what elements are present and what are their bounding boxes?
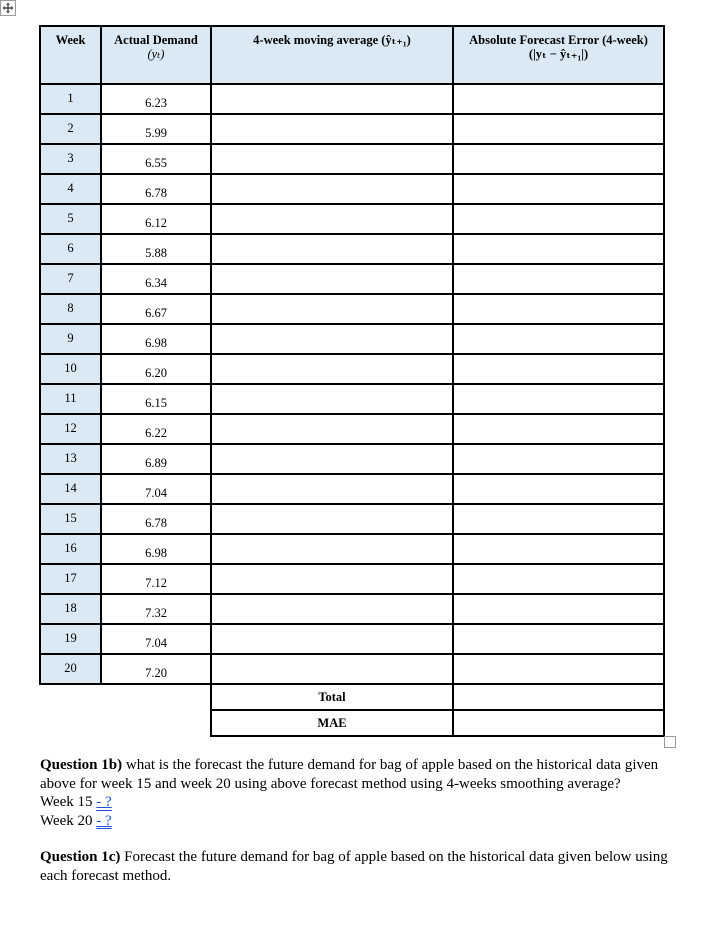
week-cell: 17 bbox=[40, 564, 101, 594]
demand-cell: 6.78 bbox=[101, 174, 211, 204]
week-cell: 20 bbox=[40, 654, 101, 684]
demand-cell: 6.89 bbox=[101, 444, 211, 474]
demand-cell: 6.15 bbox=[101, 384, 211, 414]
demand-cell: 7.32 bbox=[101, 594, 211, 624]
week-20-value[interactable]: - ? bbox=[96, 812, 112, 829]
moving-average-cell[interactable] bbox=[211, 324, 453, 354]
week-cell: 15 bbox=[40, 504, 101, 534]
week-cell: 18 bbox=[40, 594, 101, 624]
table-row bbox=[40, 204, 664, 234]
week-20-answer bbox=[40, 812, 680, 831]
moving-average-cell[interactable] bbox=[211, 534, 453, 564]
abs-error-cell[interactable] bbox=[453, 234, 664, 264]
moving-average-cell[interactable] bbox=[211, 654, 453, 684]
table-row bbox=[40, 294, 664, 324]
table-row bbox=[40, 474, 664, 504]
moving-average-cell[interactable] bbox=[211, 84, 453, 114]
week-cell: 14 bbox=[40, 474, 101, 504]
demand-cell: 6.34 bbox=[101, 264, 211, 294]
table-row bbox=[40, 354, 664, 384]
table-move-handle[interactable] bbox=[0, 0, 16, 16]
moving-average-cell[interactable] bbox=[211, 294, 453, 324]
demand-table bbox=[39, 25, 665, 737]
moving-average-cell[interactable] bbox=[211, 114, 453, 144]
table-row bbox=[40, 114, 664, 144]
header-abs-error-label: Absolute Forecast Error (4-week) bbox=[469, 33, 648, 47]
moving-average-cell[interactable] bbox=[211, 504, 453, 534]
table-row bbox=[40, 84, 664, 114]
abs-error-cell[interactable] bbox=[453, 444, 664, 474]
demand-cell: 6.20 bbox=[101, 354, 211, 384]
table-row bbox=[40, 594, 664, 624]
question-1b-label: Question 1b) bbox=[40, 757, 123, 773]
moving-average-cell[interactable] bbox=[211, 474, 453, 504]
table-row bbox=[40, 324, 664, 354]
abs-error-cell[interactable] bbox=[453, 414, 664, 444]
total-row bbox=[40, 684, 664, 710]
table-row bbox=[40, 564, 664, 594]
moving-average-cell[interactable] bbox=[211, 594, 453, 624]
abs-error-cell[interactable] bbox=[453, 294, 664, 324]
blank-cell bbox=[40, 684, 211, 710]
week-cell: 16 bbox=[40, 534, 101, 564]
demand-cell: 5.88 bbox=[101, 234, 211, 264]
week-cell: 13 bbox=[40, 444, 101, 474]
table-row bbox=[40, 234, 664, 264]
demand-cell: 6.22 bbox=[101, 414, 211, 444]
table-row bbox=[40, 444, 664, 474]
abs-error-cell[interactable] bbox=[453, 504, 664, 534]
header-actual-symbol: (yₜ) bbox=[147, 47, 165, 61]
week-20-label: Week 20 bbox=[40, 812, 97, 829]
abs-error-cell[interactable] bbox=[453, 204, 664, 234]
header-week-label: Week bbox=[55, 33, 86, 47]
demand-cell: 6.98 bbox=[101, 534, 211, 564]
week-cell: 3 bbox=[40, 144, 101, 174]
table-row bbox=[40, 174, 664, 204]
table-body bbox=[40, 84, 664, 684]
total-label: Total bbox=[211, 684, 453, 710]
moving-average-cell[interactable] bbox=[211, 234, 453, 264]
week-cell: 12 bbox=[40, 414, 101, 444]
week-cell: 4 bbox=[40, 174, 101, 204]
moving-average-cell[interactable] bbox=[211, 264, 453, 294]
abs-error-cell[interactable] bbox=[453, 654, 664, 684]
week-cell: 10 bbox=[40, 354, 101, 384]
moving-average-cell[interactable] bbox=[211, 384, 453, 414]
week-cell: 1 bbox=[40, 84, 101, 114]
table-row bbox=[40, 624, 664, 654]
week-cell: 11 bbox=[40, 384, 101, 414]
table-row bbox=[40, 384, 664, 414]
question-1c-label: Question 1c) bbox=[40, 849, 121, 865]
moving-average-cell[interactable] bbox=[211, 414, 453, 444]
demand-cell: 5.99 bbox=[101, 114, 211, 144]
demand-cell: 7.20 bbox=[101, 654, 211, 684]
header-absolute-error bbox=[453, 26, 664, 84]
moving-average-cell[interactable] bbox=[211, 624, 453, 654]
moving-average-cell[interactable] bbox=[211, 444, 453, 474]
week-cell: 9 bbox=[40, 324, 101, 354]
table-row bbox=[40, 504, 664, 534]
moving-average-cell[interactable] bbox=[211, 354, 453, 384]
demand-cell: 7.04 bbox=[101, 474, 211, 504]
header-moving-average-label: 4-week moving average (ŷₜ₊₁) bbox=[253, 33, 411, 47]
total-value-cell[interactable] bbox=[453, 684, 664, 710]
question-1c bbox=[40, 848, 680, 885]
moving-average-cell[interactable] bbox=[211, 564, 453, 594]
header-actual-demand bbox=[101, 26, 211, 84]
question-1b bbox=[40, 756, 680, 793]
demand-cell: 6.12 bbox=[101, 204, 211, 234]
moving-average-cell[interactable] bbox=[211, 174, 453, 204]
week-15-answer bbox=[40, 793, 680, 812]
questions-section bbox=[40, 756, 680, 885]
demand-cell: 6.55 bbox=[101, 144, 211, 174]
abs-error-cell[interactable] bbox=[453, 324, 664, 354]
header-actual-label: Actual Demand bbox=[114, 33, 198, 47]
question-1c-text: Forecast the future demand for bag of apple based on the historical data given below using each forecast method. bbox=[40, 849, 668, 884]
abs-error-cell[interactable] bbox=[453, 534, 664, 564]
mae-label: MAE bbox=[211, 710, 453, 736]
week-cell: 5 bbox=[40, 204, 101, 234]
table-row bbox=[40, 144, 664, 174]
demand-cell: 7.04 bbox=[101, 624, 211, 654]
header-week bbox=[40, 26, 101, 84]
abs-error-cell[interactable] bbox=[453, 174, 664, 204]
week-15-value[interactable]: - ? bbox=[96, 794, 112, 810]
demand-cell: 6.78 bbox=[101, 504, 211, 534]
table-row bbox=[40, 534, 664, 564]
week-cell: 2 bbox=[40, 114, 101, 144]
header-abs-error-formula: (|yₜ − ŷₜ₊₁|) bbox=[528, 47, 589, 61]
abs-error-cell[interactable] bbox=[453, 624, 664, 654]
header-moving-average bbox=[211, 26, 453, 84]
week-15-label: Week 15 bbox=[40, 794, 97, 810]
demand-cell: 6.23 bbox=[101, 84, 211, 114]
demand-cell: 6.67 bbox=[101, 294, 211, 324]
week-cell: 6 bbox=[40, 234, 101, 264]
move-arrows-icon bbox=[2, 2, 14, 14]
abs-error-cell[interactable] bbox=[453, 564, 664, 594]
table-row bbox=[40, 654, 664, 684]
table-resize-handle[interactable] bbox=[664, 736, 676, 748]
abs-error-cell[interactable] bbox=[453, 84, 664, 114]
blank-cell bbox=[40, 710, 211, 736]
moving-average-cell[interactable] bbox=[211, 144, 453, 174]
abs-error-cell[interactable] bbox=[453, 114, 664, 144]
mae-row bbox=[40, 710, 664, 736]
week-cell: 7 bbox=[40, 264, 101, 294]
abs-error-cell[interactable] bbox=[453, 354, 664, 384]
abs-error-cell[interactable] bbox=[453, 474, 664, 504]
mae-value-cell[interactable] bbox=[453, 710, 664, 736]
question-1b-text: what is the forecast the future demand for bag of apple based on the historical data given above for week 15 and week 20 using above forecast method using 4-weeks smoothing average? bbox=[40, 757, 659, 792]
abs-error-cell[interactable] bbox=[453, 264, 664, 294]
moving-average-cell[interactable] bbox=[211, 204, 453, 234]
demand-cell: 7.12 bbox=[101, 564, 211, 594]
table-row bbox=[40, 414, 664, 444]
week-cell: 19 bbox=[40, 624, 101, 654]
week-cell: 8 bbox=[40, 294, 101, 324]
abs-error-cell[interactable] bbox=[453, 384, 664, 414]
abs-error-cell[interactable] bbox=[453, 594, 664, 624]
demand-cell: 6.98 bbox=[101, 324, 211, 354]
abs-error-cell[interactable] bbox=[453, 144, 664, 174]
table-row bbox=[40, 264, 664, 294]
